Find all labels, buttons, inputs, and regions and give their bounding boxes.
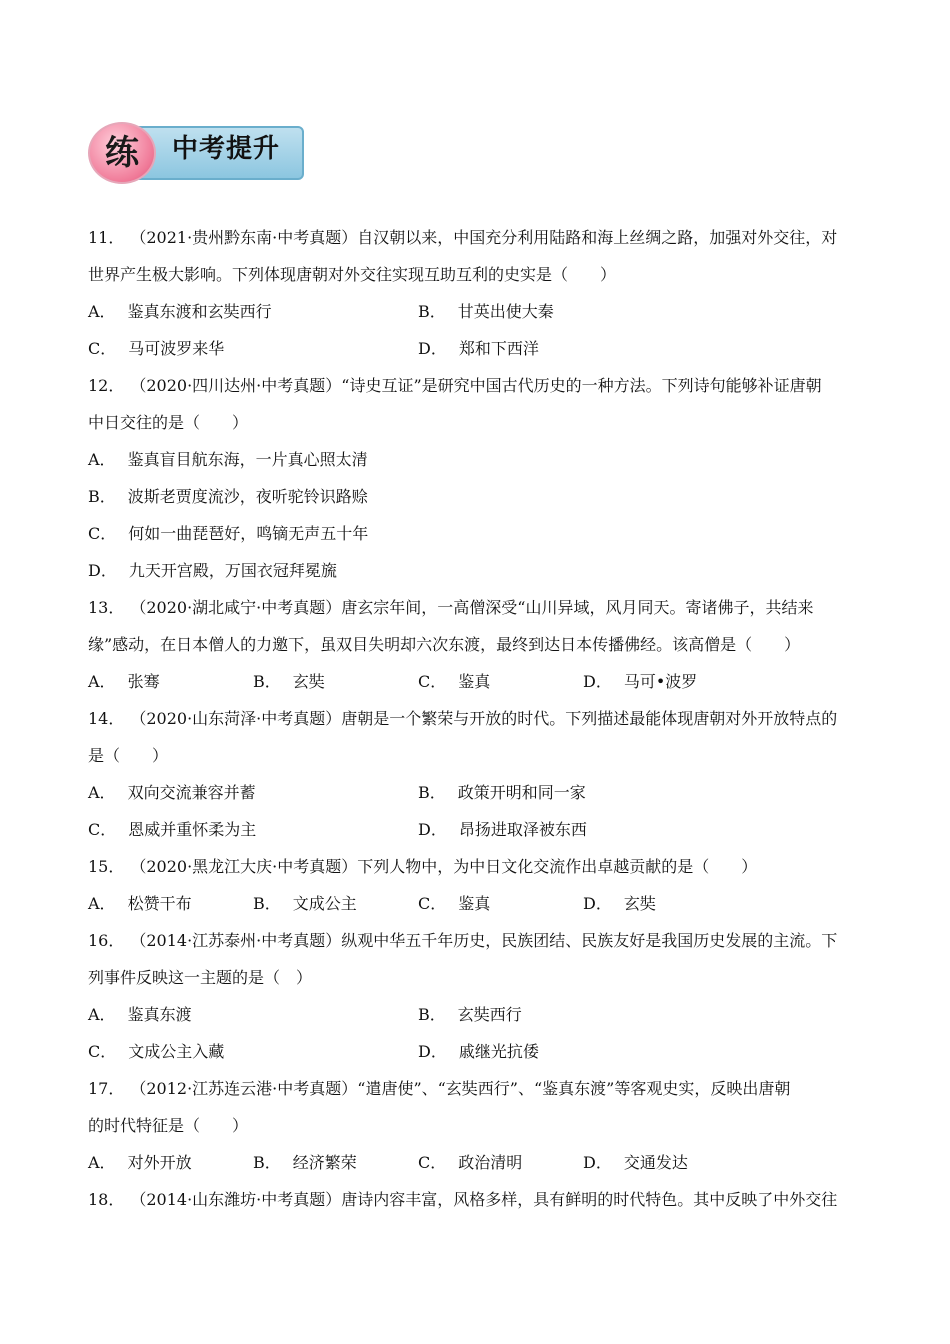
question-13 <box>88 589 852 663</box>
question-text: （2014·江苏泰州·中考真题）纵观中华五千年历史，民族团结、民族友好是我国历史发展的主流。下 <box>138 931 838 950</box>
option-c[interactable]: C． 何如一曲琵琶好，鸣镝无声五十年 <box>88 524 369 543</box>
question-text: （2020·山东菏泽·中考真题）唐朝是一个繁荣与开放的时代。下列描述最能体现唐朝对外开放特点的 <box>138 709 838 728</box>
option-b[interactable]: B． 玄奘西行 <box>418 1005 522 1024</box>
question-text: （2020·四川达州·中考真题）“诗史互证”是研究中国古代历史的一种方法。下列诗句能够补证唐朝 <box>138 376 822 395</box>
options-row <box>88 330 852 367</box>
options-row <box>88 1144 852 1181</box>
option-b[interactable]: B． 文成公主 <box>253 894 357 913</box>
option-d[interactable]: D． 交通发达 <box>583 1153 688 1172</box>
option-c[interactable]: C． 鉴真 <box>418 672 491 691</box>
question-number: 15． <box>88 857 125 876</box>
option-c[interactable]: C． 鉴真 <box>418 894 491 913</box>
options-row <box>88 515 852 552</box>
question-number: 14． <box>88 709 125 728</box>
option-c[interactable]: C． 文成公主入藏 <box>88 1042 225 1061</box>
option-d[interactable]: D． 郑和下西洋 <box>418 339 539 358</box>
question-text: （2021·贵州黔东南·中考真题）自汉朝以来，中国充分利用陆路和海上丝绸之路，加强对外交往，对 <box>138 228 838 247</box>
question-text: 的时代特征是（ ） <box>88 1116 249 1135</box>
options-row <box>88 996 852 1033</box>
options-row <box>88 663 852 700</box>
options-row <box>88 441 852 478</box>
question-11 <box>88 219 852 293</box>
section-title: 中考提升 <box>172 134 281 164</box>
option-b[interactable]: B． 玄奘 <box>253 672 325 691</box>
options-row <box>88 293 852 330</box>
option-d[interactable]: D． 马可•波罗 <box>583 672 698 691</box>
question-text: （2020·黑龙江大庆·中考真题）下列人物中，为中日文化交流作出卓越贡献的是（ ） <box>138 857 758 876</box>
question-number: 12． <box>88 376 125 395</box>
question-number: 18． <box>88 1190 125 1209</box>
options-row <box>88 885 852 922</box>
option-a[interactable]: A． 张骞 <box>88 672 160 691</box>
question-text: 是（ ） <box>88 746 169 765</box>
question-number: 17． <box>88 1079 125 1098</box>
question-number: 13． <box>88 598 125 617</box>
option-b[interactable]: B． 甘英出使大秦 <box>418 302 554 321</box>
options-row <box>88 478 852 515</box>
badge-char: 练 <box>105 133 139 173</box>
options-row <box>88 552 852 589</box>
question-15 <box>88 848 852 885</box>
options-row <box>88 1033 852 1070</box>
options-row <box>88 774 852 811</box>
question-number: 16． <box>88 931 125 950</box>
option-c[interactable]: C． 马可波罗来华 <box>88 339 225 358</box>
section-badge <box>88 122 306 184</box>
question-text: （2020·湖北咸宁·中考真题）唐玄宗年间，一高僧深受“山川异域，风月同天。寄诸佛子，共结来 <box>138 598 814 617</box>
option-a[interactable]: A． 鉴真东渡 <box>88 1005 192 1024</box>
question-number: 11． <box>88 228 125 247</box>
option-a[interactable]: A． 松赞干布 <box>88 894 192 913</box>
option-a[interactable]: A． 双向交流兼容并蓄 <box>88 783 256 802</box>
question-text: 缘”感动，在日本僧人的力邀下，虽双目失明却六次东渡，最终到达日本传播佛经。该高僧是（ ） <box>88 635 801 654</box>
question-17 <box>88 1070 852 1144</box>
question-text: 中日交往的是（ ） <box>88 413 249 432</box>
option-b[interactable]: B． 波斯老贾度流沙，夜听驼铃识路赊 <box>88 487 368 506</box>
option-d[interactable]: D． 玄奘 <box>583 894 656 913</box>
option-d[interactable]: D． 戚继光抗倭 <box>418 1042 539 1061</box>
option-c[interactable]: C． 恩威并重怀柔为主 <box>88 820 257 839</box>
option-d[interactable]: D． 昂扬进取泽被东西 <box>418 820 587 839</box>
option-b[interactable]: B． 政策开明和同一家 <box>418 783 586 802</box>
question-text: 世界产生极大影响。下列体现唐朝对外交往实现互助互利的史实是（ ） <box>88 265 617 284</box>
option-a[interactable]: A． 鉴真盲目航东海，一片真心照太清 <box>88 450 368 469</box>
option-b[interactable]: B． 经济繁荣 <box>253 1153 357 1172</box>
question-text: （2014·山东潍坊·中考真题）唐诗内容丰富，风格多样，具有鲜明的时代特色。其中反映了中外交往 <box>138 1190 838 1209</box>
question-12 <box>88 367 852 441</box>
question-text: （2012·江苏连云港·中考真题）“遣唐使”、“玄奘西行”、“鉴真东渡”等客观史实，反映出唐朝 <box>138 1079 791 1098</box>
option-a[interactable]: A． 对外开放 <box>88 1153 192 1172</box>
options-row <box>88 811 852 848</box>
option-d[interactable]: D． 九天开宫殿，万国衣冠拜冕旒 <box>88 561 337 580</box>
question-14 <box>88 700 852 774</box>
option-a[interactable]: A． 鉴真东渡和玄奘西行 <box>88 302 272 321</box>
question-text: 列事件反映这一主题的是（ ） <box>88 968 313 987</box>
option-c[interactable]: C． 政治清明 <box>418 1153 523 1172</box>
question-18 <box>88 1181 852 1218</box>
question-16 <box>88 922 852 996</box>
badge-circle <box>88 122 156 184</box>
